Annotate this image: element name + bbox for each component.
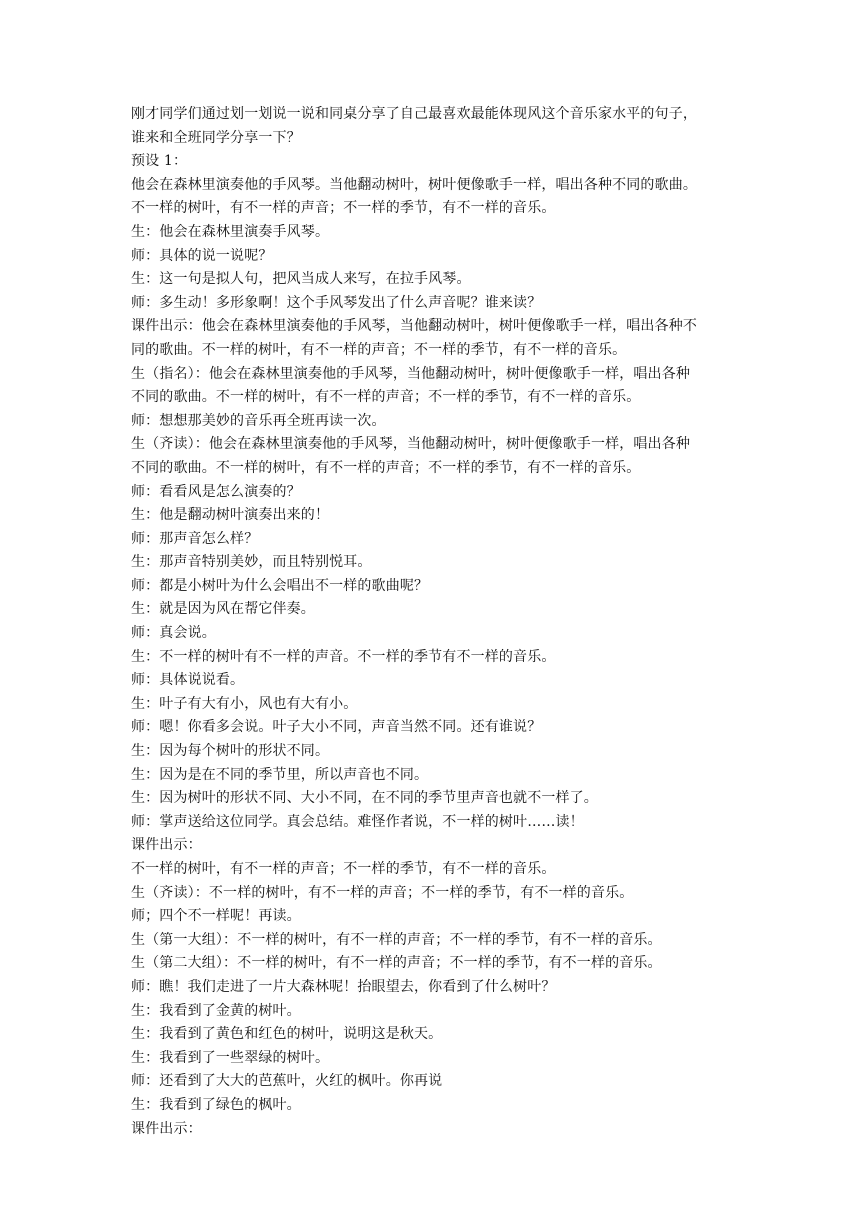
text-line: 生：我看到了黄色和红色的树叶，说明这是秋天。	[131, 1026, 443, 1043]
text-line: 生（第一大组）：不一样的树叶，有不一样的声音；不一样的季节，有不一样的音乐。	[131, 931, 662, 948]
text-line: 课件出示：他会在森林里演奏他的手风琴，当他翻动树叶，树叶便像歌手一样，唱出各种不	[131, 318, 697, 335]
text-line: 生：叶子有大有小，风也有大有小。	[131, 695, 358, 712]
text-line: 师：嗯！你看多会说。叶子大小不同，声音当然不同。还有谁说？	[131, 719, 542, 736]
text-line: 生（第二大组）：不一样的树叶，有不一样的声音；不一样的季节，有不一样的音乐。	[131, 955, 662, 972]
text-line: 生：我看到了一些翠绿的树叶。	[131, 1049, 330, 1066]
text-line: 不一样的树叶，有不一样的声音；不一样的季节，有不一样的音乐。	[131, 200, 556, 217]
text-line: 生：不一样的树叶有不一样的声音。不一样的季节有不一样的音乐。	[131, 648, 556, 665]
text-line: 师；四个不一样呢！再读。	[131, 908, 301, 925]
text-line: 师：还看到了大大的芭蕉叶，火红的枫叶。你再说	[131, 1073, 443, 1090]
text-line: 生（指名）：他会在森林里演奏他的手风琴，当他翻动树叶，树叶便像歌手一样，唱出各种	[131, 365, 690, 382]
text-line: 师：多生动！多形象啊！这个手风琴发出了什么声音呢？谁来读？	[131, 294, 542, 311]
text-line: 生：那声音特别美妙，而且特别悦耳。	[131, 554, 372, 571]
text-line: 师：看看风是怎么演奏的？	[131, 483, 301, 500]
text-line: 生：因为每个树叶的形状不同。	[131, 743, 330, 760]
text-line: 他会在森林里演奏他的手风琴。当他翻动树叶，树叶便像歌手一样，唱出各种不同的歌曲。	[131, 176, 697, 193]
text-line: 不同的歌曲。不一样的树叶，有不一样的声音；不一样的季节，有不一样的音乐。	[131, 389, 641, 406]
text-line: 师：想想那美妙的音乐再全班再读一次。	[131, 412, 386, 429]
text-line: 生：他是翻动树叶演奏出来的！	[131, 507, 330, 524]
text-line: 师：掌声送给这位同学。真会总结。难怪作者说，不一样的树叶……读！	[131, 813, 584, 830]
text-line: 生：他会在森林里演奏手风琴。	[131, 223, 330, 240]
text-line: 生（齐读）：他会在森林里演奏他的手风琴，当他翻动树叶，树叶便像歌手一样，唱出各种	[131, 436, 690, 453]
text-line: 师：具体说说看。	[131, 672, 245, 689]
text-line: 生：我看到了金黄的树叶。	[131, 1002, 301, 1019]
text-line: 师：都是小树叶为什么会唱出不一样的歌曲呢？	[131, 577, 429, 594]
text-line: 预设 1：	[131, 153, 188, 170]
text-line: 生（齐读）：不一样的树叶，有不一样的声音；不一样的季节，有不一样的音乐。	[131, 884, 634, 901]
text-line: 师：具体的说一说呢？	[131, 247, 273, 264]
text-line: 不一样的树叶，有不一样的声音；不一样的季节，有不一样的音乐。	[131, 861, 556, 877]
document-page	[131, 103, 735, 1141]
text-line: 生：就是因为风在帮它伴奏。	[131, 601, 315, 618]
text-line: 生：我看到了绿色的枫叶。	[131, 1096, 301, 1113]
text-line: 生：因为树叶的形状不同、大小不同，在不同的季节里声音也就不一样了。	[131, 790, 598, 807]
text-line: 不同的歌曲。不一样的树叶，有不一样的声音；不一样的季节，有不一样的音乐。	[131, 459, 641, 476]
text-line: 生：这一句是拟人句，把风当成人来写，在拉手风琴。	[131, 271, 471, 288]
text-line: 谁来和全班同学分享一下？	[131, 129, 301, 146]
text-line: 师：瞧！我们走进了一片大森林呢！抬眼望去，你看到了什么树叶？	[131, 978, 556, 995]
text-line: 同的歌曲。不一样的树叶，有不一样的声音；不一样的季节，有不一样的音乐。	[131, 341, 627, 358]
text-line: 刚才同学们通过划一划说一说和同桌分享了自己最喜欢最能体现风这个音乐家水平的句子，	[131, 106, 697, 122]
text-line: 课件出示：	[131, 1120, 202, 1137]
text-line: 师：那声音怎么样？	[131, 530, 259, 547]
text-line: 生：因为是在不同的季节里，所以声音也不同。	[131, 766, 429, 783]
text-line: 师：真会说。	[131, 625, 216, 642]
text-line: 课件出示：	[131, 837, 202, 854]
